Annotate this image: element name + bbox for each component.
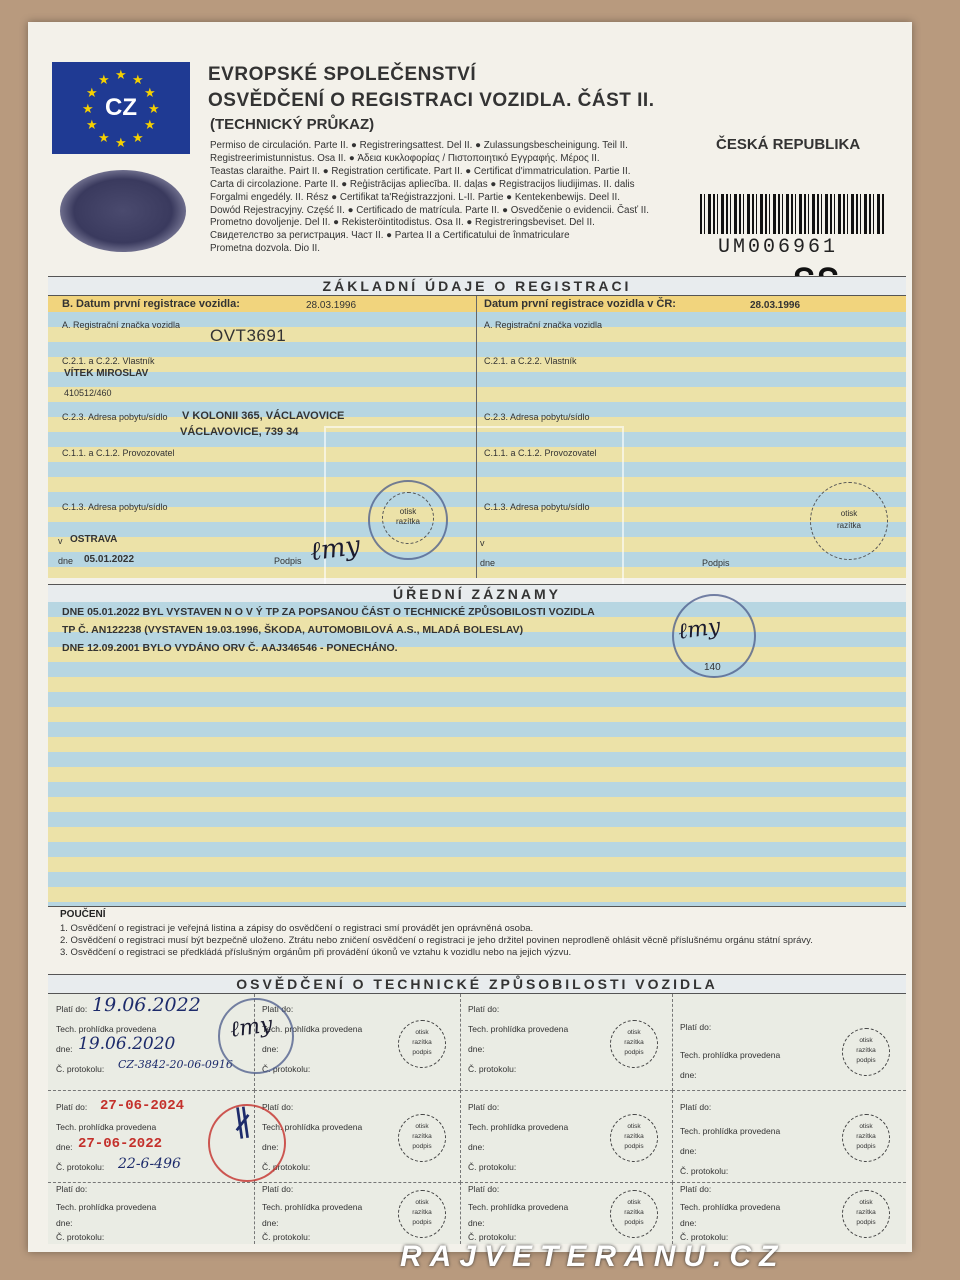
- basic-data-header: ZÁKLADNÍ ÚDAJE O REGISTRACI: [48, 276, 906, 296]
- stamp-placeholder: otisk razítka podpis: [398, 1020, 446, 1068]
- record-line: DNE 12.09.2001 BYLO VYDÁNO ORV Č. AAJ346546 - PONECHÁNO.: [62, 642, 398, 654]
- owner-address-label: C.2.3. Adresa pobytu/sídlo: [62, 412, 168, 422]
- stamp-placeholder: otisk razítka podpis: [610, 1114, 658, 1162]
- first-reg-label: B. Datum první registrace vozidla:: [62, 298, 240, 310]
- date-value: 05.01.2022: [84, 554, 135, 565]
- owner-id: 410512/460: [64, 388, 112, 398]
- operator-label-right: C.1.1. a C.1.2. Provozovatel: [484, 448, 597, 458]
- barcode-icon: [700, 194, 886, 234]
- date-prefix-right: dne: [480, 558, 496, 568]
- language-line: Свидетелство за регистрация. Част II. ● Partea II a Certificatului de înmatriculare: [210, 230, 570, 242]
- owner-address-line2: VÁCLAVOVICE, 739 34: [180, 426, 299, 438]
- registration-certificate: [28, 22, 912, 1252]
- language-line: Dowód Rejestracyjny. Część II. ● Certificado de matrícula. Parte II. ● Osvedčenie o evidencii. Časť II.: [210, 204, 649, 216]
- inspection-grid: [48, 994, 906, 1244]
- record-line: DNE 05.01.2022 BYL VYSTAVEN N O V Ý TP ZA POPSANOU ČÁST O TECHNICKÉ ZPŮSOBILOSTI VOZIDLA: [62, 606, 595, 618]
- place-prefix-right: v: [480, 538, 485, 548]
- language-line: Teastas claraithe. Pairt II. ● Registration certificate. Part II. ● Certificat d'immatriculation. Partie II.: [210, 165, 631, 177]
- signature-image: ∦: [229, 1102, 257, 1146]
- language-line: Forgalmi engedély. II. Rész ● Certifikat ta'Reġistrazzjoni. L-II. Partie ● Kentekenbewijs. Deel II.: [210, 191, 620, 203]
- document-subtitle: (TECHNICKÝ PRŮKAZ): [210, 116, 375, 133]
- stamp-placeholder-right: otisk razítka: [810, 482, 888, 560]
- owner-address-label-right: C.2.3. Adresa pobytu/sídlo: [484, 412, 590, 422]
- document-title: OSVĚDČENÍ O REGISTRACI VOZIDLA. ČÁST II.: [208, 90, 655, 111]
- inspection-cell: Platí do: Tech. prohlídka provedena dne: Č. protokolu: otisk razítka podpis: [460, 1182, 673, 1244]
- owner-label-right: C.2.1. a C.2.2. Vlastník: [484, 356, 577, 366]
- eu-flag-icon: ★ ★ ★ ★ ★ ★ ★ ★ ★ ★ ★ ★ CZ: [52, 62, 190, 154]
- handwritten-protocol: 22-6-496: [118, 1156, 181, 1172]
- inspection-cell: Platí do: Tech. prohlídka provedena dne: Č. protokolu: 19.06.2022 19.06.2020 CZ-3842-20-06-0916: [48, 994, 255, 1091]
- hologram-icon: [60, 170, 186, 252]
- plate-value: OVT3691: [210, 326, 287, 345]
- stamp-placeholder: otisk razítka podpis: [610, 1020, 658, 1068]
- instructions-box: [48, 906, 906, 967]
- instruction-item: 1. Osvědčení o registraci je veřejná listina a zápisy do osvědčení o registraci smí provádět jen oprávněná osoba.: [60, 923, 534, 934]
- signature-image: ℓmy: [676, 614, 723, 645]
- first-reg-cz-label: Datum první registrace vozidla v ČR:: [484, 298, 676, 310]
- plate-label: A. Registrační značka vozidla: [62, 320, 181, 330]
- sign-label: Podpis: [274, 556, 302, 566]
- date-prefix: dne: [58, 556, 74, 566]
- language-list: [210, 140, 690, 256]
- inspection-cell: Platí do: Tech. prohlídka provedena dne: otisk razítka podpis: [672, 994, 906, 1091]
- inspection-cell: Platí do: Tech. prohlídka provedena dne: Č. protokolu: otisk razítka podpis: [254, 994, 461, 1091]
- inspection-cell: Platí do: Tech. prohlídka provedena dne: Č. protokolu: otisk razítka podpis: [460, 994, 673, 1091]
- instructions-title: POUČENÍ: [60, 909, 106, 920]
- inspection-cell: Platí do: Tech. prohlídka provedena dne: Č. protokolu: 27-06-2024 27-06-2022 22-6-496: [48, 1090, 255, 1183]
- inspection-cell: Platí do: Tech. prohlídka provedena dne: Č. protokolu: otisk razítka podpis: [672, 1182, 906, 1244]
- owner-label: C.2.1. a C.2.2. Vlastník: [62, 356, 155, 366]
- inspection-cell: Platí do: Tech. prohlídka provedena dne: Č. protokolu: otisk razítka podpis: [672, 1090, 906, 1183]
- inspection-cell: Platí do: Tech. prohlídka provedena dne: Č. protokolu: otisk razítka podpis: [254, 1182, 461, 1244]
- header-community: EVROPSKÉ SPOLEČENSTVÍ: [208, 64, 477, 85]
- operator-address-label: C.1.3. Adresa pobytu/sídlo: [62, 502, 168, 512]
- place-prefix: v: [58, 536, 63, 546]
- operator-label: C.1.1. a C.1.2. Provozovatel: [62, 448, 175, 458]
- owner-address-line1: V KOLONII 365, VÁCLAVOVICE: [182, 410, 345, 422]
- stamped-date: 27-06-2022: [78, 1136, 163, 1152]
- stamp-placeholder: otisk razítka podpis: [842, 1114, 890, 1162]
- inspection-cell: Platí do: Tech. prohlídka provedena dne: Č. protokolu: otisk razítka podpis: [254, 1090, 461, 1183]
- technical-header: OSVĚDČENÍ O TECHNICKÉ ZPŮSOBILOSTI VOZIDLA: [48, 974, 906, 994]
- stamp-placeholder: otisk razítka podpis: [398, 1190, 446, 1238]
- stamp-placeholder: otisk razítka podpis: [842, 1028, 890, 1076]
- stamped-valid-to: 27-06-2024: [100, 1098, 185, 1114]
- instruction-item: 2. Osvědčení o registraci musí být bezpečně uloženo. Ztrátu nebo zničení osvědčení o registraci je jeho držitel povinen neprodleně ohlásit věcně příslušnému orgánu státní správy.: [60, 935, 813, 946]
- column-divider: [476, 296, 477, 578]
- country-code: CZ: [105, 94, 137, 121]
- stamp-number: 140: [704, 662, 721, 673]
- instruction-item: 3. Osvědčení o registraci se předkládá příslušným orgánům při provádění úkonů ve vztahu k vozidlu nebo na jejich výzvu.: [60, 947, 572, 958]
- sign-label-right: Podpis: [702, 558, 730, 568]
- owner-name: VÍTEK MIROSLAV: [64, 368, 149, 379]
- place-value: OSTRAVA: [70, 534, 118, 545]
- plate-label-right: A. Registrační značka vozidla: [484, 320, 603, 330]
- language-line: Prometno dovoljenje. Del II. ● Rekisteröintitodistus. Osa II. ● Registreringsbeviset. Del II.: [210, 217, 595, 229]
- first-reg-cz-value: 28.03.1996: [750, 300, 801, 311]
- language-line: Registreerimistunnistus. Osa II. ● Άδεια κυκλοφορίας / Πιστοποιητικό Εγγραφής. Μέρος II.: [210, 152, 600, 164]
- first-reg-value: 28.03.1996: [306, 300, 357, 311]
- watermark: RAJVETERANU.CZ: [400, 1240, 786, 1273]
- stamp-placeholder: otisk razítka podpis: [610, 1190, 658, 1238]
- language-line: Prometna dozvola. Dio II.: [210, 243, 320, 255]
- stamp-placeholder: otisk razítka podpis: [398, 1114, 446, 1162]
- serial-number: UM006961: [718, 236, 839, 259]
- language-line: Carta di circolazione. Parte II. ● Reģistrācijas apliecība. II. daļas ● Registracijos liudijimas. II. dalis: [210, 178, 635, 190]
- handwritten-valid-to: 19.06.2022: [92, 994, 201, 1016]
- signature-image: ℓmy: [228, 1012, 275, 1043]
- official-records-header: ÚŘEDNÍ ZÁZNAMY: [48, 584, 906, 604]
- signature-image: ℓmy: [308, 530, 363, 568]
- stamp-placeholder: otisk razítka: [382, 492, 434, 544]
- record-line: TP Č. AN122238 (VYSTAVEN 19.03.1996, ŠKODA, AUTOMOBILOVÁ A.S., MLADÁ BOLESLAV): [62, 624, 524, 636]
- inspection-cell: Platí do: Tech. prohlídka provedena dne: Č. protokolu:: [48, 1182, 255, 1244]
- country-name: ČESKÁ REPUBLIKA: [716, 136, 861, 153]
- handwritten-date: 19.06.2020: [78, 1034, 176, 1054]
- language-line: Permiso de circulación. Parte II. ● Registreringsattest. Del II. ● Zulassungsbescheinigung. Teil II.: [210, 140, 628, 151]
- operator-address-label-right: C.1.3. Adresa pobytu/sídlo: [484, 502, 590, 512]
- inspection-cell: Platí do: Tech. prohlídka provedena dne: Č. protokolu: otisk razítka podpis: [460, 1090, 673, 1183]
- stamp-placeholder: otisk razítka podpis: [842, 1190, 890, 1238]
- handwritten-protocol: CZ-3842-20-06-0916: [118, 1058, 233, 1071]
